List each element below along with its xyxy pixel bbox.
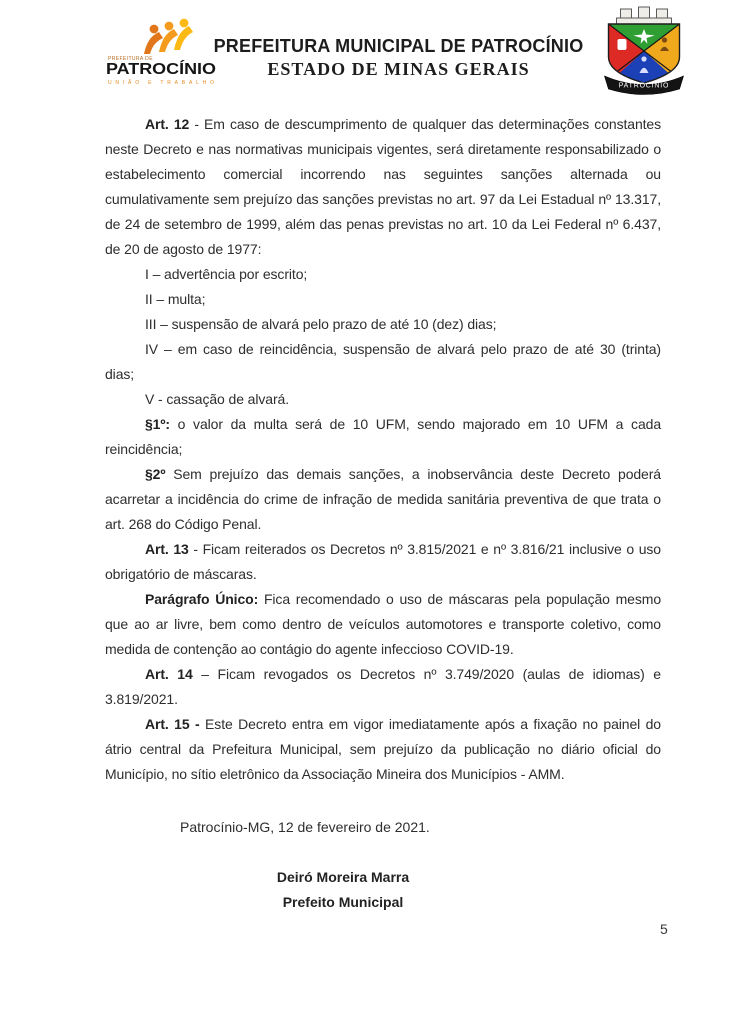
header-title-line1: PREFEITURA MUNICIPAL DE PATROCÍNIO	[213, 36, 584, 56]
paragraph: Art. 12 - Em caso de descumprimento de qualquer das determinações constantes neste Decreto e nas normativas municipais vigentes, será diretamente responsabilizado o estabelecimento comercial incorrendo nas seguintes sanções alternada ou cumulativamente sem prejuízo das sanções previstas no art. 97 da Lei Estadual nº 13.317, de 24 de setembro de 1999, além das penas previstas no art. 10 da Lei Federal nº 6.437, de 20 de agosto de 1977:	[105, 116, 662, 257]
banner-text: PATROCÍNIO	[618, 82, 670, 90]
paragraph: Art. 13 - Ficam reiterados os Decretos nº 3.815/2021 e nº 3.816/21 inclusive o uso obrigatório de máscaras.	[105, 541, 661, 582]
paragraph: III – suspensão de alvará pelo prazo de até 10 (dez) dias;	[145, 316, 497, 332]
patrocinio-coat-of-arms-icon	[596, 5, 692, 100]
signature-name: Deiró Moreira Marra	[276, 869, 410, 885]
shield-quarters	[609, 24, 680, 84]
paragraph: IV – em caso de reincidência, suspensão de alvará pelo prazo de até 30 (trinta) dias;	[105, 341, 661, 382]
header-title-line2: ESTADO DE MINAS GERAIS	[267, 59, 530, 79]
document-paragraphs	[105, 112, 661, 787]
logo-main-text: PATROCÍNIO	[106, 61, 205, 78]
logo-slogan-text: UNIÃO E TRABALHO	[108, 80, 214, 86]
paragraph: I – advertência por escrito;	[145, 266, 308, 282]
page-number: 5	[660, 921, 668, 937]
paragraph-lead: Parágrafo Único:	[145, 591, 259, 607]
paragraph-lead: Art. 14	[145, 666, 193, 682]
paragraph: II – multa;	[145, 291, 206, 307]
logo-small-text: PREFEITURA DE	[108, 56, 153, 62]
paragraph: Art. 14 – Ficam revogados os Decretos nº 3.749/2020 (aulas de idiomas) e 3.819/2021.	[105, 666, 661, 707]
signature-block	[105, 865, 581, 915]
paragraph: §1º: o valor da multa será de 10 UFM, sendo majorado em 10 UFM a cada reincidência;	[105, 416, 661, 457]
paragraph-lead: §1º:	[145, 416, 170, 432]
paragraph: Parágrafo Único: Fica recomendado o uso de máscaras pela população mesmo que ao ar livre, bem como dentro de veículos automotores e transporte coletivo, como medida de contenção ao contágio do agente infeccioso COVID-19.	[105, 591, 662, 657]
signature-title: Prefeito Municipal	[282, 894, 404, 910]
paragraph: §2º Sem prejuízo das demais sanções, a inobservância deste Decreto poderá acarretar a incidência do crime de infração de medida sanitária preventiva de que trata o art. 268 do Código Penal.	[105, 466, 661, 532]
paragraph-lead: §2º	[145, 466, 166, 482]
date-line: Patrocínio-MG, 12 de fevereiro de 2021.	[180, 819, 430, 835]
document-header	[0, 0, 741, 104]
paragraph-lead: Art. 12	[145, 116, 190, 132]
paragraph: V - cassação de alvará.	[145, 391, 289, 407]
header-titles	[168, 36, 629, 80]
mural-crown-icon	[617, 7, 672, 24]
paragraph-lead: Art. 15 -	[145, 716, 200, 732]
paragraph: Art. 15 - Este Decreto entra em vigor imediatamente após a fixação no painel do átrio central da Prefeitura Municipal, sem prejuízo da publicação no diário oficial do Município, no sítio eletrônico da Associação Mineira dos Municípios - AMM.	[105, 716, 661, 782]
paragraph-lead: Art. 13	[145, 541, 189, 557]
